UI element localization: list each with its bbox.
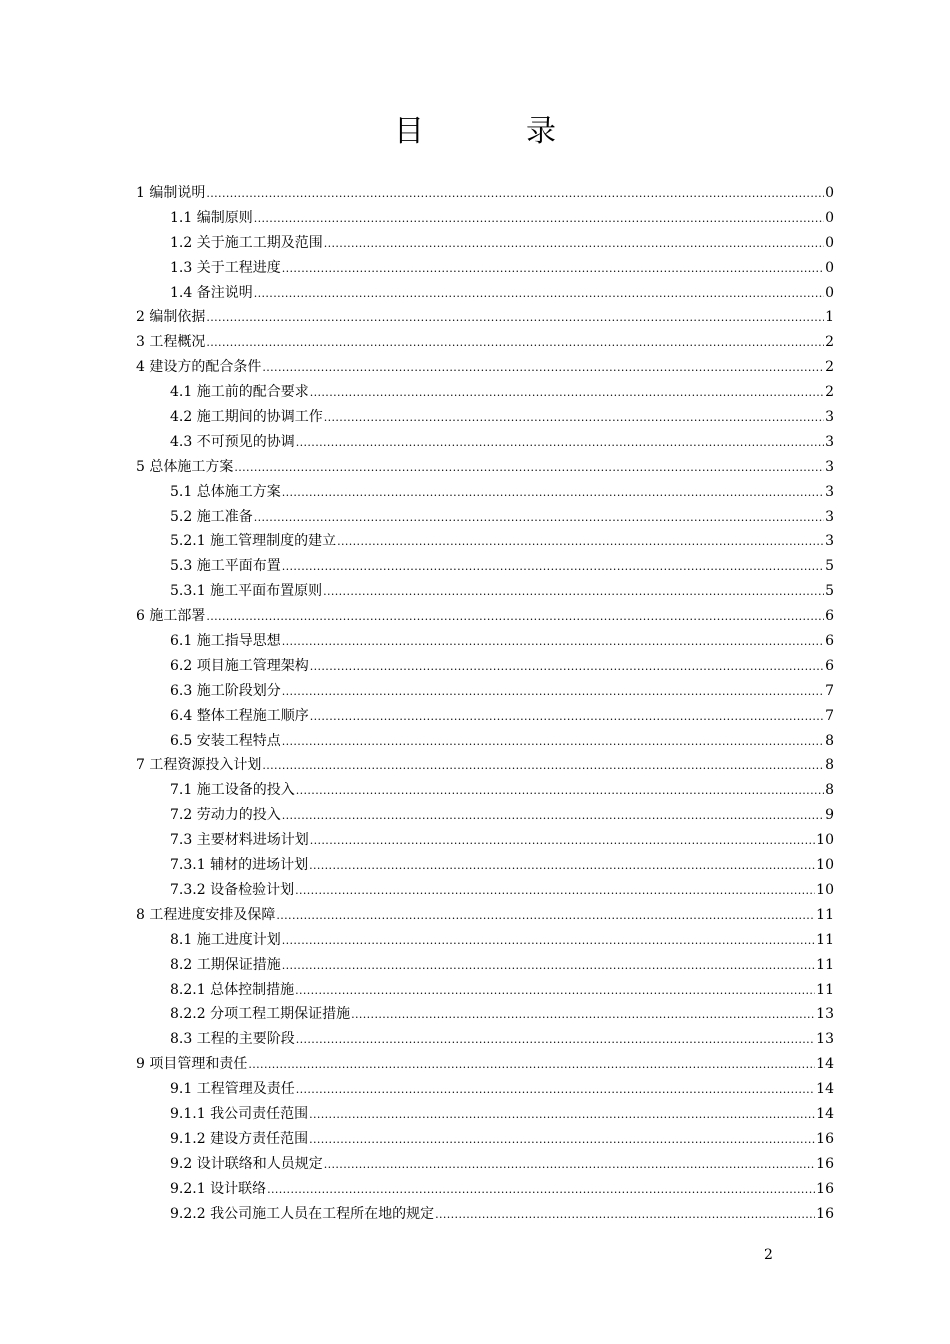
toc-entry-page: 13 [816, 1031, 834, 1048]
toc-entry-label: 7.1 施工设备的投入 [170, 782, 295, 799]
toc-entry-page: 3 [825, 409, 834, 426]
toc-dot-leader [309, 1127, 815, 1152]
toc-entry-label: 8 工程进度安排及保障 [136, 906, 276, 923]
toc-dot-leader [282, 953, 815, 978]
toc-entry-label: 9 项目管理和责任 [136, 1056, 248, 1073]
toc-dot-leader [310, 828, 815, 853]
toc-entry-page: 14 [816, 1105, 834, 1122]
toc-entry[interactable] [136, 878, 834, 903]
toc-dot-leader [267, 1177, 815, 1202]
toc-entry-page: 0 [825, 234, 834, 251]
toc-dot-leader [282, 480, 824, 505]
toc-dot-leader [206, 330, 824, 355]
toc-entry-label: 9.1 工程管理及责任 [170, 1081, 295, 1098]
toc-dot-leader [337, 529, 824, 554]
toc-entry-page: 16 [816, 1205, 834, 1222]
toc-entry-page: 2 [825, 334, 834, 351]
toc-entry-label: 6.2 项目施工管理架构 [170, 657, 309, 674]
toc-entry-page: 5 [825, 583, 834, 600]
toc-entry-page: 10 [816, 857, 834, 874]
toc-dot-leader [296, 1027, 815, 1052]
toc-entry-label: 4.3 不可预见的协调 [170, 433, 295, 450]
toc-entry[interactable] [136, 1027, 834, 1052]
toc-entry-page: 14 [816, 1081, 834, 1098]
toc-entry[interactable] [136, 704, 834, 729]
toc-dot-leader [310, 704, 824, 729]
toc-entry-label: 5.2.1 施工管理制度的建立 [170, 533, 337, 550]
toc-entry-page: 0 [825, 209, 834, 226]
toc-entry-page: 8 [825, 732, 834, 749]
toc-entry-label: 1 编制说明 [136, 185, 206, 201]
toc-dot-leader [282, 928, 815, 953]
toc-entry-page: 13 [816, 1006, 834, 1023]
toc-entry-label: 6 施工部署 [136, 608, 206, 625]
toc-entry-label: 7 工程资源投入计划 [136, 757, 262, 774]
toc-entry[interactable] [136, 853, 834, 878]
toc-entry-page: 3 [825, 458, 834, 475]
toc-entry[interactable] [136, 978, 834, 1003]
toc-entry[interactable] [136, 1152, 834, 1177]
toc-entry-label: 6.5 安装工程特点 [170, 732, 281, 749]
toc-entry[interactable] [136, 355, 834, 380]
toc-entry[interactable] [136, 604, 834, 629]
toc-entry[interactable] [136, 1102, 834, 1127]
toc-entry[interactable] [136, 679, 834, 704]
toc-entry-label: 7.3 主要材料进场计划 [170, 832, 309, 849]
toc-dot-leader [296, 430, 824, 455]
toc-entry-label: 7.3.1 辅材的进场计划 [170, 857, 309, 874]
toc-entry-label: 2 编制依据 [136, 309, 206, 326]
toc-entry[interactable] [136, 928, 834, 953]
toc-entry-label: 5 总体施工方案 [136, 458, 234, 475]
toc-dot-leader [262, 355, 824, 380]
toc-entry[interactable] [136, 430, 834, 455]
toc-dot-leader [295, 878, 815, 903]
toc-entry-label: 4.1 施工前的配合要求 [170, 384, 309, 401]
toc-entry-label: 9.1.1 我公司责任范围 [170, 1105, 309, 1122]
toc-dot-leader [435, 1202, 815, 1227]
toc-entry[interactable] [136, 803, 834, 828]
toc-entry[interactable] [136, 1177, 834, 1202]
toc-dot-leader [282, 679, 824, 704]
toc-entry[interactable] [136, 953, 834, 978]
toc-entry-page: 3 [825, 508, 834, 525]
toc-entry-label: 3 工程概况 [136, 334, 206, 351]
toc-entry-page: 16 [816, 1130, 834, 1147]
toc-entry-page: 1 [825, 309, 834, 326]
toc-entry-label: 7.2 劳动力的投入 [170, 807, 281, 824]
toc-entry-page: 9 [825, 807, 834, 824]
toc-entry-page: 14 [816, 1056, 834, 1073]
toc-entry-label: 1.1 编制原则 [170, 209, 253, 226]
table-of-contents [136, 181, 834, 1226]
toc-dot-leader [296, 778, 824, 803]
toc-entry[interactable] [136, 1202, 834, 1227]
page-number: 2 [764, 1247, 773, 1263]
toc-dot-leader [282, 554, 824, 579]
toc-dot-leader [206, 181, 824, 206]
toc-entry[interactable] [136, 380, 834, 405]
toc-entry-label: 8.2 工期保证措施 [170, 956, 281, 973]
toc-entry-label: 1.3 关于工程进度 [170, 259, 281, 276]
toc-dot-leader [295, 978, 815, 1003]
toc-entry-page: 6 [825, 608, 834, 625]
toc-entry-label: 5.2 施工准备 [170, 508, 253, 525]
toc-dot-leader [206, 604, 824, 629]
toc-entry-page: 0 [825, 259, 834, 276]
toc-entry-label: 5.3.1 施工平面布置原则 [170, 583, 323, 600]
toc-entry-label: 9.2 设计联络和人员规定 [170, 1155, 323, 1172]
toc-entry-page: 3 [825, 433, 834, 450]
toc-entry-page: 7 [825, 707, 834, 724]
toc-entry-page: 7 [825, 682, 834, 699]
toc-entry[interactable] [136, 753, 834, 778]
toc-entry-page: 6 [825, 657, 834, 674]
toc-entry-page: 10 [816, 832, 834, 849]
toc-dot-leader [276, 903, 815, 928]
toc-entry-page: 0 [825, 284, 834, 301]
toc-entry-page: 8 [825, 782, 834, 799]
toc-entry-label: 8.3 工程的主要阶段 [170, 1031, 295, 1048]
toc-entry-label: 1.2 关于施工工期及范围 [170, 234, 323, 251]
toc-entry-label: 8.2.1 总体控制措施 [170, 981, 295, 998]
toc-entry-page: 10 [816, 881, 834, 898]
toc-dot-leader [282, 256, 824, 281]
toc-entry[interactable] [136, 778, 834, 803]
toc-dot-leader [310, 654, 824, 679]
toc-dot-leader [310, 380, 824, 405]
toc-dot-leader [254, 281, 824, 306]
toc-entry[interactable] [136, 231, 834, 256]
toc-entry-label: 4 建设方的配合条件 [136, 359, 262, 376]
toc-entry-label: 6.1 施工指导思想 [170, 633, 281, 650]
toc-entry-page: 16 [816, 1155, 834, 1172]
toc-dot-leader [309, 1102, 815, 1127]
toc-entry-label: 6.4 整体工程施工顺序 [170, 707, 309, 724]
toc-entry[interactable] [136, 903, 834, 928]
toc-entry-page: 5 [825, 558, 834, 575]
toc-dot-leader [282, 629, 824, 654]
toc-dot-leader [206, 305, 824, 330]
toc-entry-page: 8 [825, 757, 834, 774]
toc-dot-leader [309, 853, 815, 878]
toc-dot-leader [324, 231, 824, 256]
toc-entry[interactable] [136, 256, 834, 281]
toc-entry[interactable] [136, 828, 834, 853]
toc-entry[interactable] [136, 529, 834, 554]
toc-entry[interactable] [136, 405, 834, 430]
toc-entry[interactable] [136, 206, 834, 231]
toc-entry-label: 9.2.2 我公司施工人员在工程所在地的规定 [170, 1205, 435, 1222]
toc-entry[interactable] [136, 554, 834, 579]
toc-entry[interactable] [136, 480, 834, 505]
toc-dot-leader [262, 753, 824, 778]
toc-entry-page: 3 [825, 483, 834, 500]
toc-dot-leader [323, 579, 824, 604]
toc-entry[interactable] [136, 281, 834, 306]
toc-entry-label: 8.2.2 分项工程工期保证措施 [170, 1006, 351, 1023]
toc-entry-label: 1.4 备注说明 [170, 284, 253, 301]
toc-dot-leader [254, 505, 824, 530]
toc-entry[interactable] [136, 330, 834, 355]
toc-entry[interactable] [136, 181, 834, 206]
toc-entry-label: 6.3 施工阶段划分 [170, 682, 281, 699]
toc-entry-page: 3 [825, 533, 834, 550]
toc-entry-label: 4.2 施工期间的协调工作 [170, 409, 323, 426]
toc-entry-label: 5.3 施工平面布置 [170, 558, 281, 575]
toc-entry[interactable] [136, 505, 834, 530]
toc-entry-label: 8.1 施工进度计划 [170, 931, 281, 948]
toc-dot-leader [296, 1077, 815, 1102]
toc-entry-page: 16 [816, 1180, 834, 1197]
page-title: 目 录 [394, 114, 592, 149]
toc-entry-label: 7.3.2 设备检验计划 [170, 881, 295, 898]
toc-dot-leader [248, 1052, 815, 1077]
toc-dot-leader [254, 206, 824, 231]
toc-entry[interactable] [136, 629, 834, 654]
toc-entry-label: 5.1 总体施工方案 [170, 483, 281, 500]
toc-dot-leader [324, 405, 824, 430]
toc-dot-leader [351, 1002, 815, 1027]
toc-dot-leader [234, 455, 824, 480]
toc-entry[interactable] [136, 1052, 834, 1077]
toc-entry-label: 9.2.1 设计联络 [170, 1180, 267, 1197]
toc-dot-leader [282, 803, 824, 828]
toc-entry-page: 2 [825, 359, 834, 376]
toc-entry[interactable] [136, 654, 834, 679]
toc-entry-page: 2 [825, 384, 834, 401]
toc-entry[interactable] [136, 455, 834, 480]
toc-entry[interactable] [136, 579, 834, 604]
toc-entry-page: 11 [816, 956, 834, 973]
toc-entry-page: 0 [825, 185, 834, 201]
toc-entry[interactable] [136, 1077, 834, 1102]
toc-dot-leader [282, 729, 824, 754]
toc-entry-page: 11 [816, 906, 834, 923]
toc-entry[interactable] [136, 305, 834, 330]
toc-entry-page: 6 [825, 633, 834, 650]
toc-dot-leader [324, 1152, 815, 1177]
toc-entry[interactable] [136, 1002, 834, 1027]
toc-entry-label: 9.1.2 建设方责任范围 [170, 1130, 309, 1147]
toc-entry-page: 11 [816, 931, 834, 948]
toc-entry[interactable] [136, 729, 834, 754]
toc-entry-page: 11 [816, 981, 834, 998]
toc-entry[interactable] [136, 1127, 834, 1152]
